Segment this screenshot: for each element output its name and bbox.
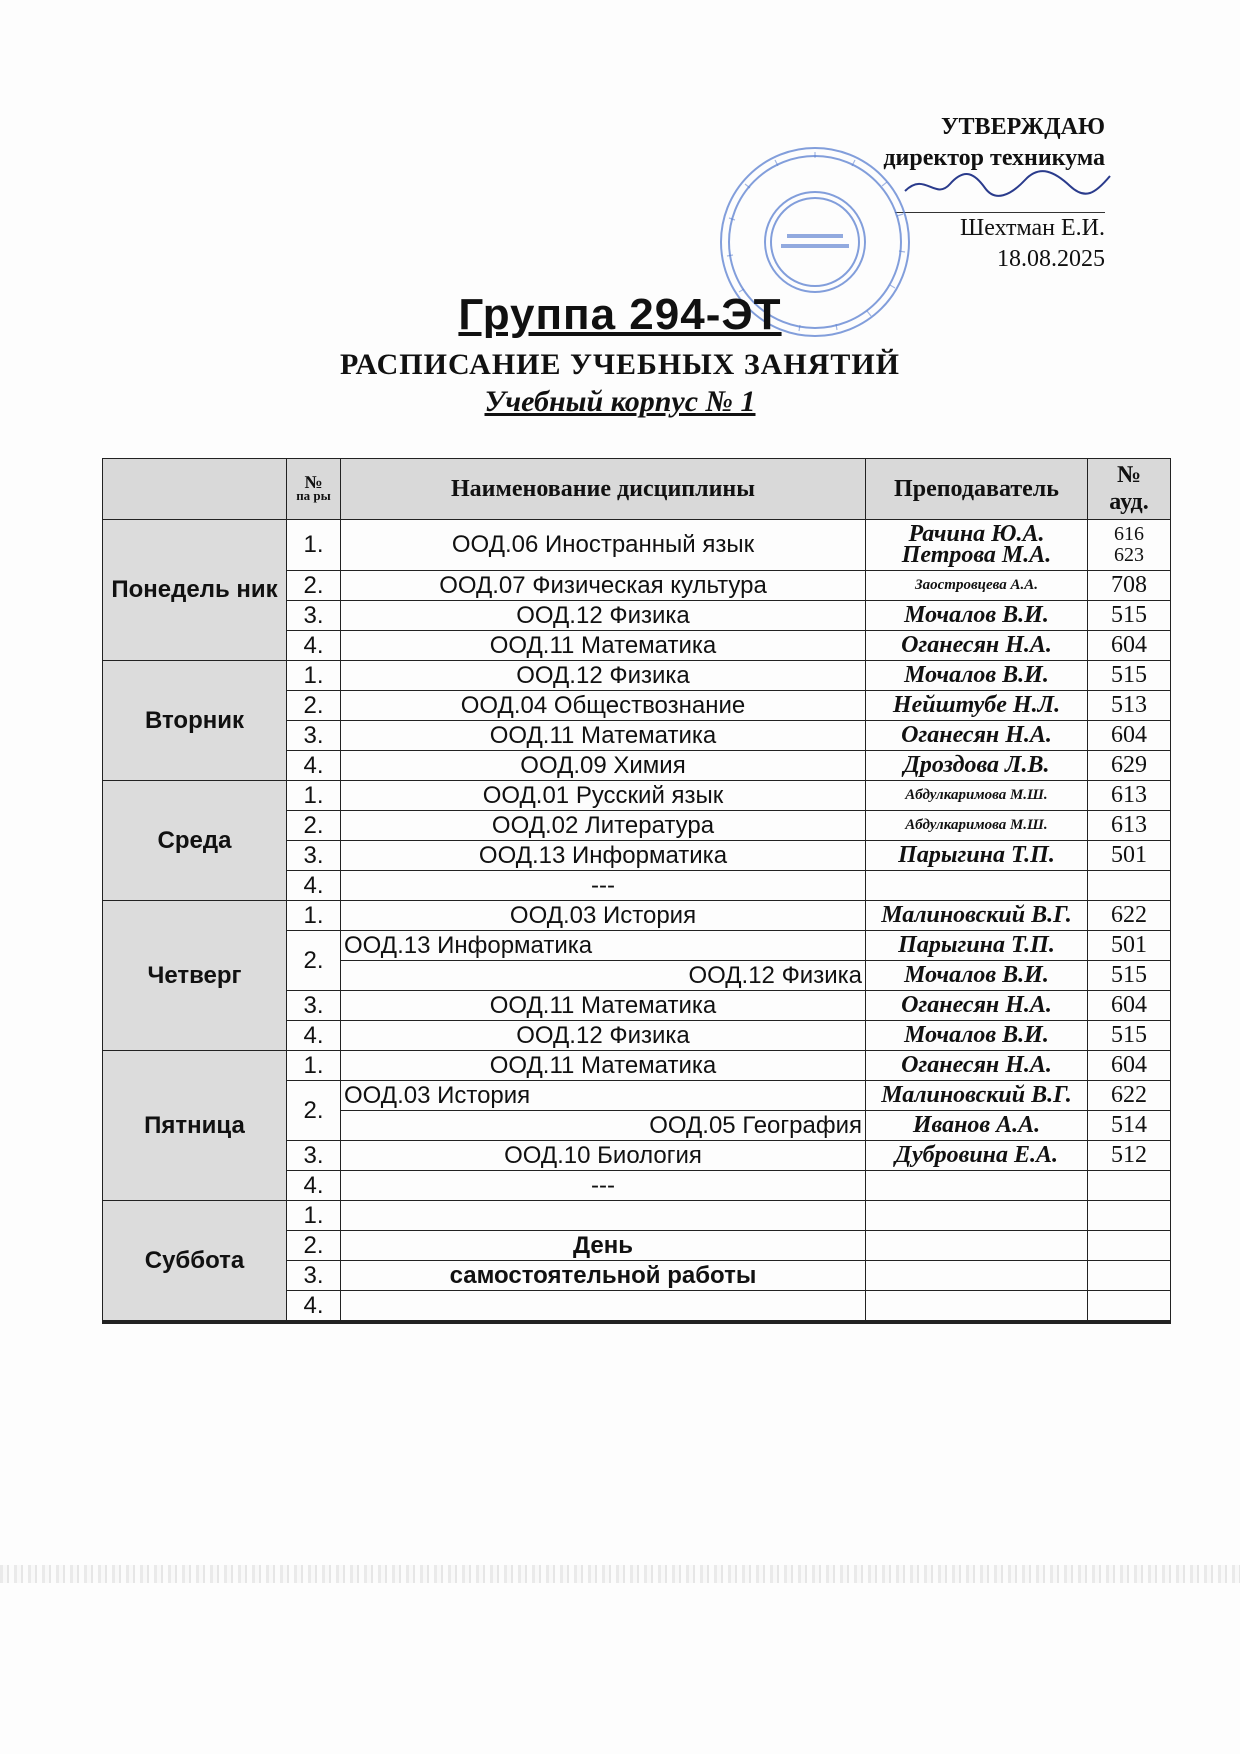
- lesson-teacher: [866, 1201, 1088, 1231]
- lesson-discipline-upper: ООД.13 Информатика: [341, 931, 866, 961]
- lesson-teacher: [866, 1231, 1088, 1261]
- page-title: Группа 294-ЭТ: [458, 290, 782, 339]
- lesson-discipline: ООД.02 Литература: [341, 811, 866, 841]
- approval-name: Шехтман Е.И.: [960, 215, 1105, 241]
- lesson-room: 515: [1088, 961, 1171, 991]
- lesson-room: 515: [1088, 661, 1171, 691]
- lesson-discipline-lower: ООД.12 Физика: [341, 961, 866, 991]
- header-day-cell: [103, 459, 287, 520]
- lesson-teacher: Оганесян Н.А.: [866, 991, 1088, 1021]
- lesson-number: 3.: [287, 841, 341, 871]
- lesson-number: 4.: [287, 751, 341, 781]
- lesson-teacher: Оганесян Н.А.: [866, 721, 1088, 751]
- lesson-discipline: ---: [341, 1171, 866, 1201]
- lesson-teacher: Оганесян Н.А.: [866, 1051, 1088, 1081]
- lesson-discipline: ООД.07 Физическая культура: [341, 571, 866, 601]
- lesson-teacher: Мочалов В.И.: [866, 961, 1088, 991]
- lesson-number: 3.: [287, 721, 341, 751]
- approval-label: УТВЕРЖДАЮ: [940, 114, 1105, 140]
- lesson-room: 604: [1088, 631, 1171, 661]
- table-row: [103, 901, 1171, 931]
- header-lesson-number: № па ры: [287, 459, 341, 520]
- header-room: № ауд.: [1088, 459, 1171, 520]
- lesson-teacher: Малиновский В.Г.: [866, 1081, 1088, 1111]
- lesson-teacher: Мочалов В.И.: [866, 661, 1088, 691]
- lesson-room: [1088, 1201, 1171, 1231]
- lesson-number: 3.: [287, 601, 341, 631]
- lesson-teacher: Нейштубе Н.Л.: [866, 691, 1088, 721]
- lesson-teacher: Мочалов В.И.: [866, 601, 1088, 631]
- lesson-room: 613: [1088, 781, 1171, 811]
- approval-date: 18.08.2025: [997, 246, 1105, 272]
- approval-position: директор техникума: [883, 145, 1105, 171]
- approval-block: [883, 112, 1105, 275]
- lesson-room: [1088, 1231, 1171, 1261]
- day-name: Понедель ник: [103, 520, 287, 661]
- lesson-number: 2.: [287, 691, 341, 721]
- lesson-teacher: [866, 871, 1088, 901]
- table-row: [103, 1201, 1171, 1231]
- lesson-number: 3.: [287, 1141, 341, 1171]
- signature-line: [895, 184, 1105, 213]
- lesson-discipline: ООД.11 Математика: [341, 721, 866, 751]
- lesson-room: 708: [1088, 571, 1171, 601]
- lesson-discipline: ООД.12 Физика: [341, 601, 866, 631]
- lesson-discipline: ООД.06 Иностранный язык: [341, 520, 866, 571]
- lesson-teacher: Дубровина Е.А.: [866, 1141, 1088, 1171]
- building-label: Учебный корпус № 1: [484, 385, 756, 418]
- lesson-discipline: ООД.10 Биология: [341, 1141, 866, 1171]
- table-row: [103, 661, 1171, 691]
- lesson-teacher: Заостровцева А.А.: [866, 571, 1088, 601]
- lesson-teacher: Малиновский В.Г.: [866, 901, 1088, 931]
- lesson-discipline: [341, 1201, 866, 1231]
- lesson-teacher: Абдулкаримова М.Ш.: [866, 811, 1088, 841]
- lesson-discipline: ООД.09 Химия: [341, 751, 866, 781]
- lesson-discipline: ООД.12 Физика: [341, 1021, 866, 1051]
- lesson-teacher: Парыгина Т.П.: [866, 841, 1088, 871]
- lesson-room: 515: [1088, 601, 1171, 631]
- lesson-teacher: Мочалов В.И.: [866, 1021, 1088, 1051]
- lesson-room: 622: [1088, 901, 1171, 931]
- day-name: Среда: [103, 781, 287, 901]
- lesson-discipline: ООД.13 Информатика: [341, 841, 866, 871]
- table-row: [103, 781, 1171, 811]
- lesson-number: 1.: [287, 1201, 341, 1231]
- lesson-room: 514: [1088, 1111, 1171, 1141]
- lesson-discipline-lower: ООД.05 География: [341, 1111, 866, 1141]
- lesson-number: 4.: [287, 1291, 341, 1323]
- lesson-room: 515: [1088, 1021, 1171, 1051]
- day-name: Пятница: [103, 1051, 287, 1201]
- lesson-discipline: День: [341, 1231, 866, 1261]
- day-name: Четверг: [103, 901, 287, 1051]
- lesson-number: 3.: [287, 1261, 341, 1291]
- lesson-discipline: ООД.12 Физика: [341, 661, 866, 691]
- lesson-number: 4.: [287, 1021, 341, 1051]
- lesson-room: [1088, 871, 1171, 901]
- lesson-teacher: [866, 1261, 1088, 1291]
- lesson-discipline: ООД.04 Обществознание: [341, 691, 866, 721]
- lesson-number: 4.: [287, 871, 341, 901]
- lesson-room: [1088, 1171, 1171, 1201]
- lesson-teacher: [866, 1171, 1088, 1201]
- day-name: Вторник: [103, 661, 287, 781]
- scan-artifact: [0, 1565, 1240, 1583]
- schedule-table: [102, 458, 1171, 1324]
- lesson-discipline: самостоятельной работы: [341, 1261, 866, 1291]
- lesson-number: 1.: [287, 901, 341, 931]
- lesson-teacher: Дроздова Л.В.: [866, 751, 1088, 781]
- lesson-number: 1.: [287, 520, 341, 571]
- table-row: [103, 1051, 1171, 1081]
- lesson-discipline: ООД.03 История: [341, 901, 866, 931]
- lesson-room: [1088, 1291, 1171, 1323]
- table-header-row: [103, 459, 1171, 520]
- lesson-number: 2.: [287, 1081, 341, 1141]
- lesson-room: 622: [1088, 1081, 1171, 1111]
- lesson-discipline: ООД.11 Математика: [341, 991, 866, 1021]
- lesson-room: [1088, 1261, 1171, 1291]
- lesson-room: 513: [1088, 691, 1171, 721]
- lesson-room: 604: [1088, 1051, 1171, 1081]
- table-row: [103, 520, 1171, 571]
- day-name: Суббота: [103, 1201, 287, 1323]
- lesson-number: 4.: [287, 631, 341, 661]
- lesson-discipline: ООД.11 Математика: [341, 1051, 866, 1081]
- lesson-number: 1.: [287, 781, 341, 811]
- lesson-room: 501: [1088, 841, 1171, 871]
- lesson-number: 1.: [287, 1051, 341, 1081]
- lesson-teacher: [866, 1291, 1088, 1323]
- lesson-room: 629: [1088, 751, 1171, 781]
- lesson-room: 501: [1088, 931, 1171, 961]
- lesson-discipline: ООД.01 Русский язык: [341, 781, 866, 811]
- lesson-room: 613: [1088, 811, 1171, 841]
- lesson-discipline-upper: ООД.03 История: [341, 1081, 866, 1111]
- lesson-teacher: Оганесян Н.А.: [866, 631, 1088, 661]
- lesson-room: 616 623: [1088, 520, 1171, 571]
- header-teacher: Преподаватель: [866, 459, 1088, 520]
- lesson-number: 4.: [287, 1171, 341, 1201]
- lesson-number: 2.: [287, 571, 341, 601]
- lesson-number: 1.: [287, 661, 341, 691]
- lesson-teacher: Парыгина Т.П.: [866, 931, 1088, 961]
- lesson-room: 512: [1088, 1141, 1171, 1171]
- lesson-room: 604: [1088, 721, 1171, 751]
- lesson-discipline: [341, 1291, 866, 1323]
- lesson-teacher: Иванов А.А.: [866, 1111, 1088, 1141]
- lesson-room: 604: [1088, 991, 1171, 1021]
- lesson-number: 2.: [287, 811, 341, 841]
- lesson-number: 2.: [287, 1231, 341, 1261]
- lesson-teacher: Абдулкаримова М.Ш.: [866, 781, 1088, 811]
- lesson-teacher: Рачина Ю.А. Петрова М.А.: [866, 520, 1088, 571]
- lesson-number: 3.: [287, 991, 341, 1021]
- signature-icon: [895, 166, 1115, 206]
- lesson-number: 2.: [287, 931, 341, 991]
- lesson-discipline: ---: [341, 871, 866, 901]
- page-subtitle: РАСПИСАНИЕ УЧЕБНЫХ ЗАНЯТИЙ: [339, 348, 901, 381]
- header-discipline: Наименование дисциплины: [341, 459, 866, 520]
- lesson-discipline: ООД.11 Математика: [341, 631, 866, 661]
